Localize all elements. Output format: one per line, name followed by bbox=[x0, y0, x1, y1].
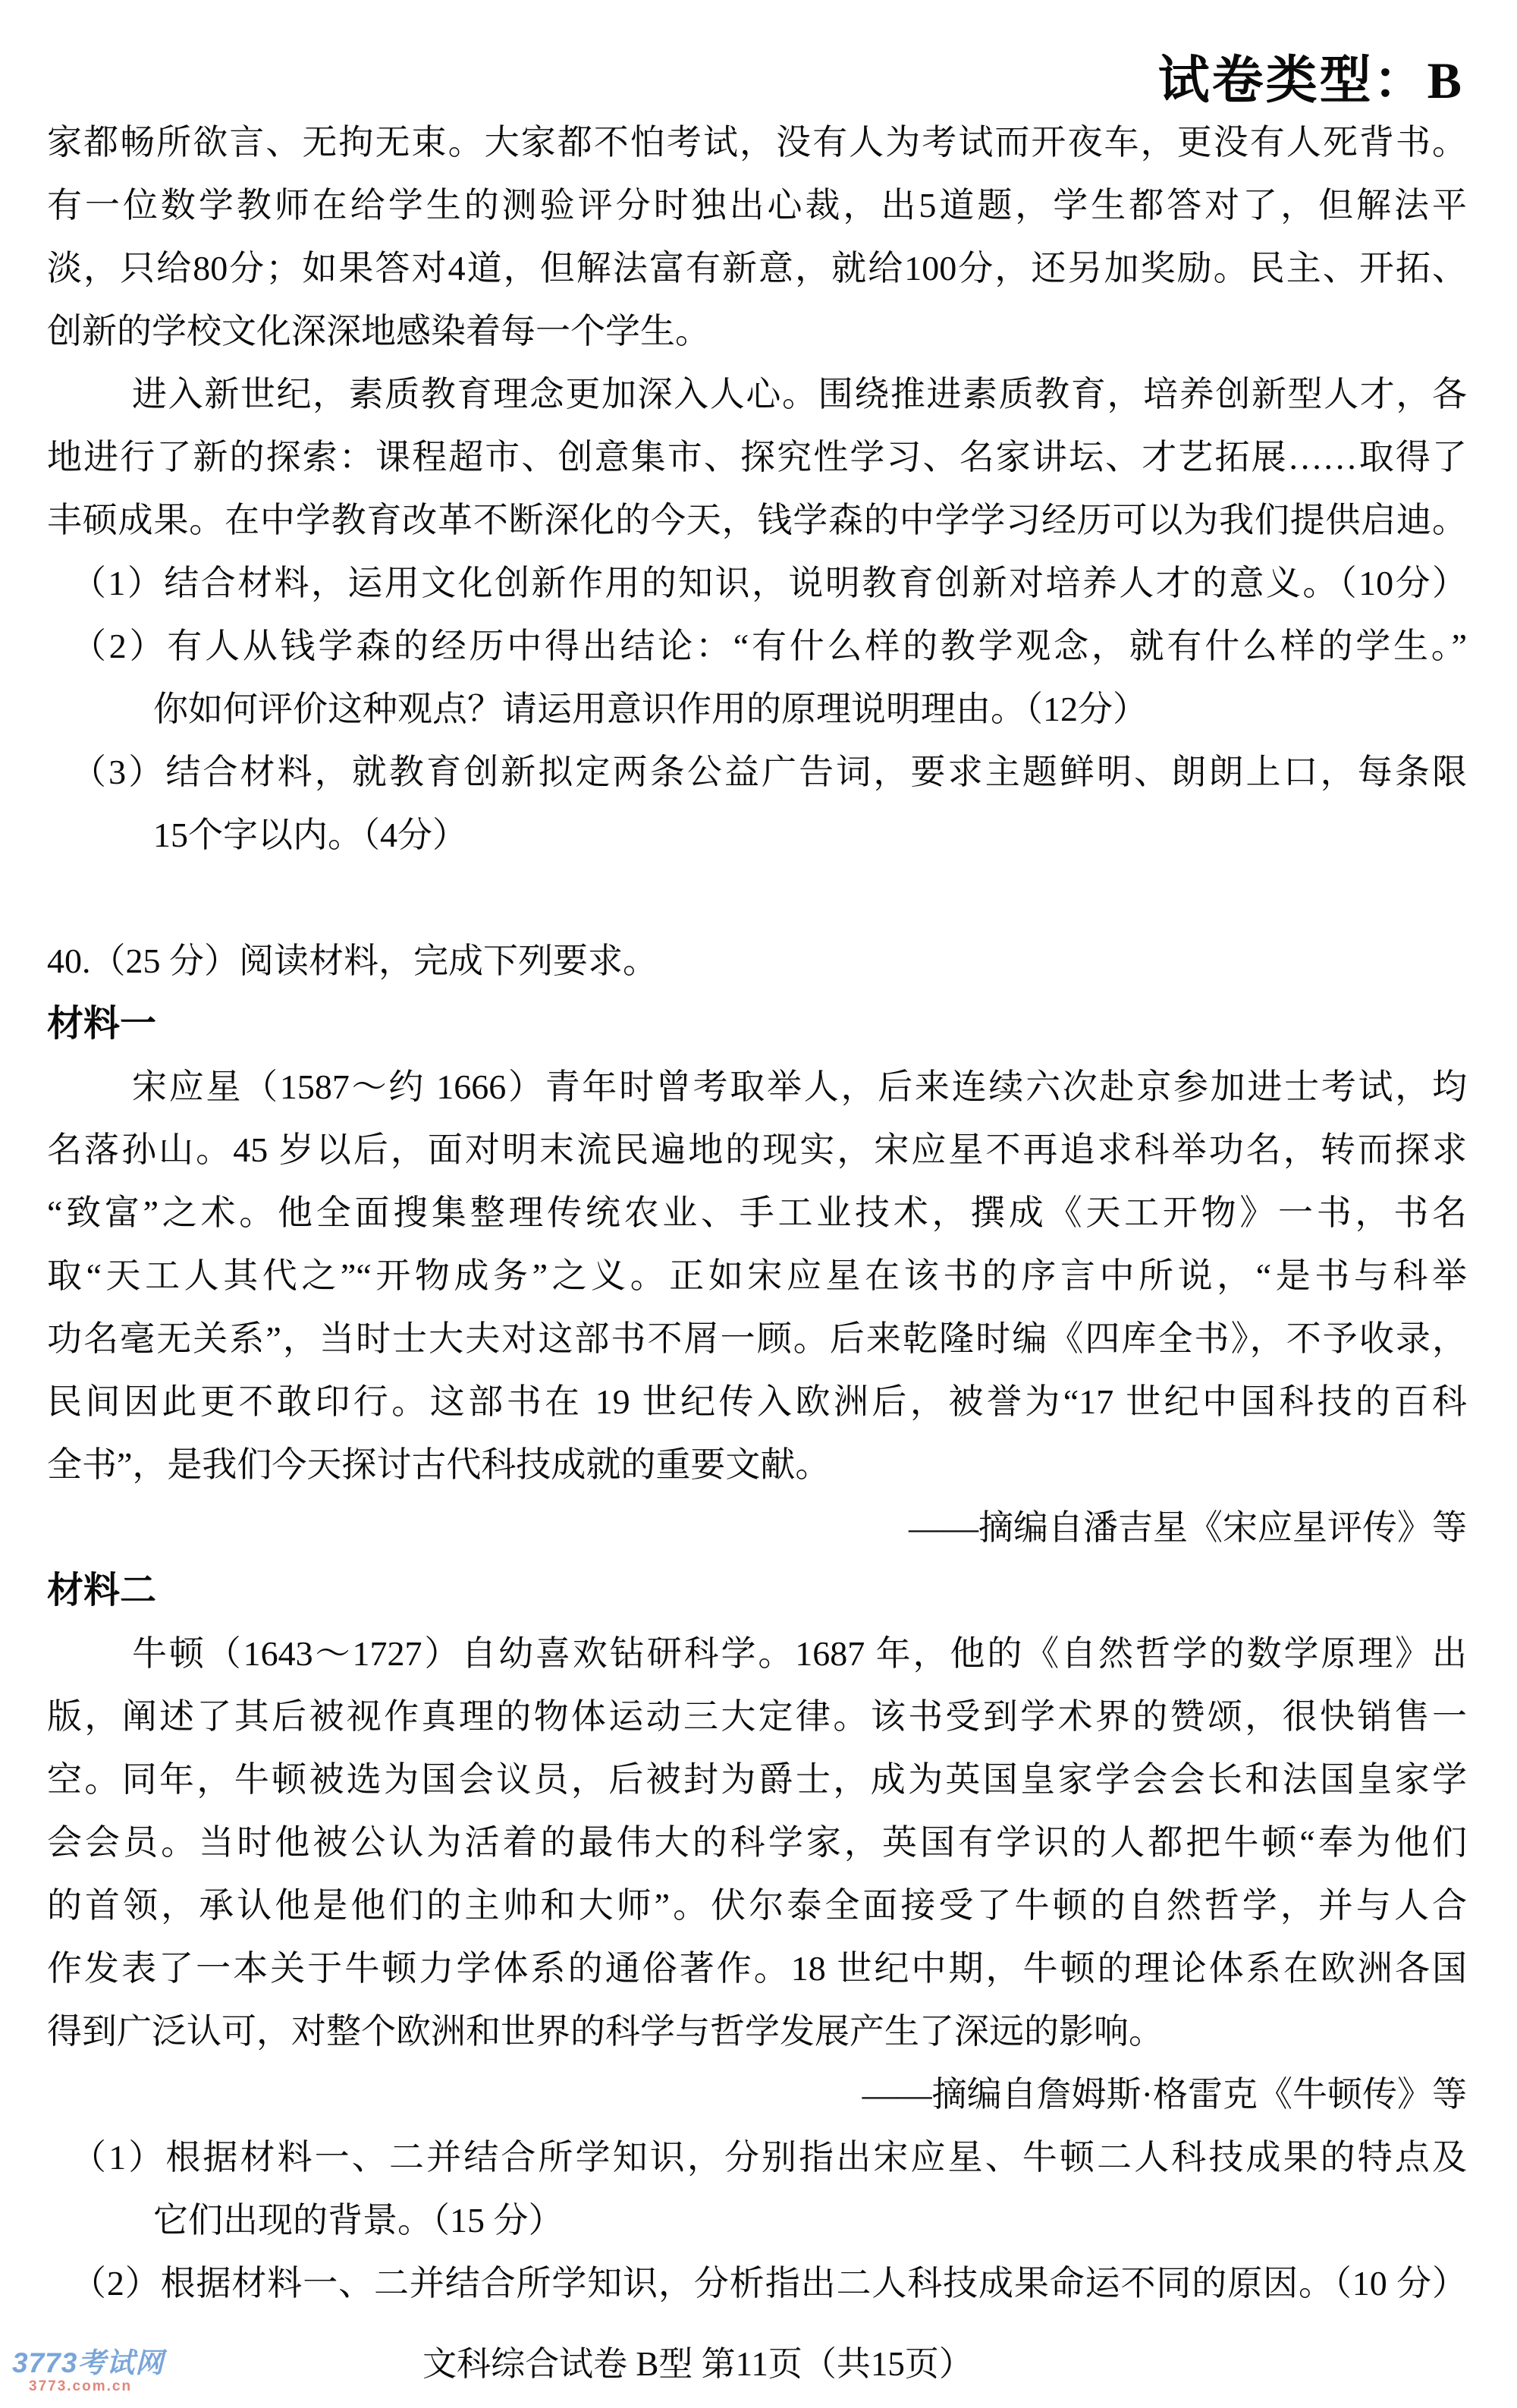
text-line: 进入新世纪，素质教育理念更加深入人心。围绕推进素质教育，培养创新型人才，各 bbox=[132, 375, 1467, 413]
text-line: ——摘编自詹姆斯·格雷克《牛顿传》等 bbox=[862, 2075, 1467, 2114]
text-line: 全书”，是我们今天探讨古代科技成就的重要文献。 bbox=[47, 1445, 831, 1484]
text-line: （1）根据材料一、二并结合所学知识，分别指出宋应星、牛顿二人科技成果的特点及 bbox=[71, 2138, 1467, 2177]
text-line: 有一位数学教师在给学生的测验评分时独出心裁，出5道题，学生都答对了，但解法平 bbox=[47, 186, 1467, 225]
text-line: 的首领，承认他是他们的主帅和大师”。伏尔泰全面接受了牛顿的自然哲学，并与人合 bbox=[47, 1886, 1467, 1925]
text-line: 会会员。当时他被公认为活着的最伟大的科学家，英国有学识的人都把牛顿“奉为他们 bbox=[47, 1823, 1467, 1862]
text-line: 地进行了新的探索：课程超市、创意集市、探究性学习、名家讲坛、才艺拓展……取得了 bbox=[47, 438, 1467, 476]
text-line: （1）结合材料，运用文化创新作用的知识，说明教育创新对培养人才的意义。（10分） bbox=[71, 564, 1467, 602]
text-line: 得到广泛认可，对整个欧洲和世界的科学与哲学发展产生了深远的影响。 bbox=[47, 2012, 1164, 2051]
text-line: 取“天工人其代之”“开物成务”之义。正如宋应星在该书的序言中所说，“是书与科举 bbox=[47, 1256, 1467, 1295]
text-line: （2）根据材料一、二并结合所学知识，分析指出二人科技成果命运不同的原因。（10 分） bbox=[71, 2264, 1467, 2303]
text-line: 民间因此更不敢印行。这部书在 19 世纪传入欧洲后，被誉为“17 世纪中国科技的百科 bbox=[47, 1382, 1467, 1421]
text-line: 它们出现的背景。（15 分） bbox=[153, 2201, 564, 2240]
content-lines bbox=[47, 111, 1467, 2315]
text-line: 淡，只给80分；如果答对4道，但解法富有新意，就给100分，还另加奖励。民主、开拓、 bbox=[47, 249, 1467, 288]
text-line: 宋应星（1587～约 1666）青年时曾考取举人，后来连续六次赴京参加进士考试，均 bbox=[132, 1067, 1467, 1106]
text-line: “致富”之术。他全面搜集整理传统农业、手工业技术，撰成《天工开物》一书，书名 bbox=[47, 1193, 1467, 1232]
watermark-site-url: 3773.com.cn bbox=[29, 2378, 133, 2394]
text-line: 名落孙山。45 岁以后，面对明末流民遍地的现实，宋应星不再追求科举功名，转而探求 bbox=[47, 1130, 1467, 1169]
text-line: 空。同年，牛顿被选为国会议员，后被封为爵士，成为英国皇家学会会长和法国皇家学 bbox=[47, 1760, 1467, 1799]
text-line: 作发表了一本关于牛顿力学体系的通俗著作。18 世纪中期，牛顿的理论体系在欧洲各国 bbox=[47, 1949, 1467, 1988]
text-line: （3）结合材料，就教育创新拟定两条公益广告词，要求主题鲜明、朗朗上口，每条限 bbox=[71, 753, 1467, 791]
text-line: 丰硕成果。在中学教育改革不断深化的今天，钱学森的中学学习经历可以为我们提供启迪。 bbox=[47, 501, 1467, 539]
text-line: 牛顿（1643～1727）自幼喜欢钻研科学。1687 年，他的《自然哲学的数学原理》出 bbox=[132, 1634, 1467, 1673]
paper-type-label: 试卷类型：B bbox=[1157, 52, 1464, 109]
text-line: 材料二 bbox=[47, 1570, 157, 1611]
text-line: ——摘编自潘吉星《宋应星评传》等 bbox=[909, 1508, 1467, 1547]
text-line: 版，阐述了其后被视作真理的物体运动三大定律。该书受到学术界的赞颂，很快销售一 bbox=[47, 1697, 1467, 1736]
blank-line bbox=[47, 866, 1467, 929]
watermark-site-name: 3773考试网 bbox=[12, 2347, 165, 2378]
page-footer: 文科综合试卷 B型 第11页（共15页） bbox=[422, 2345, 973, 2383]
text-line: 15个字以内。（4分） bbox=[153, 816, 467, 854]
text-line: 40.（25 分）阅读材料，完成下列要求。 bbox=[47, 942, 658, 980]
text-line: 你如何评价这种观点？请运用意识作用的原理说明理由。（12分） bbox=[153, 690, 1148, 728]
watermark bbox=[12, 2349, 164, 2394]
text-line: 创新的学校文化深深地感染着每一个学生。 bbox=[47, 312, 710, 351]
text-line: 家都畅所欲言、无拘无束。大家都不怕考试，没有人为考试而开夜车，更没有人死背书。 bbox=[47, 123, 1467, 162]
text-line: 材料一 bbox=[47, 1004, 157, 1044]
text-line: （2）有人从钱学森的经历中得出结论：“有什么样的教学观念，就有什么样的学生。” bbox=[71, 627, 1467, 665]
text-line: 功名毫无关系”，当时士大夫对这部书不屑一顾。后来乾隆时编《四库全书》，不予收录， bbox=[47, 1319, 1467, 1358]
